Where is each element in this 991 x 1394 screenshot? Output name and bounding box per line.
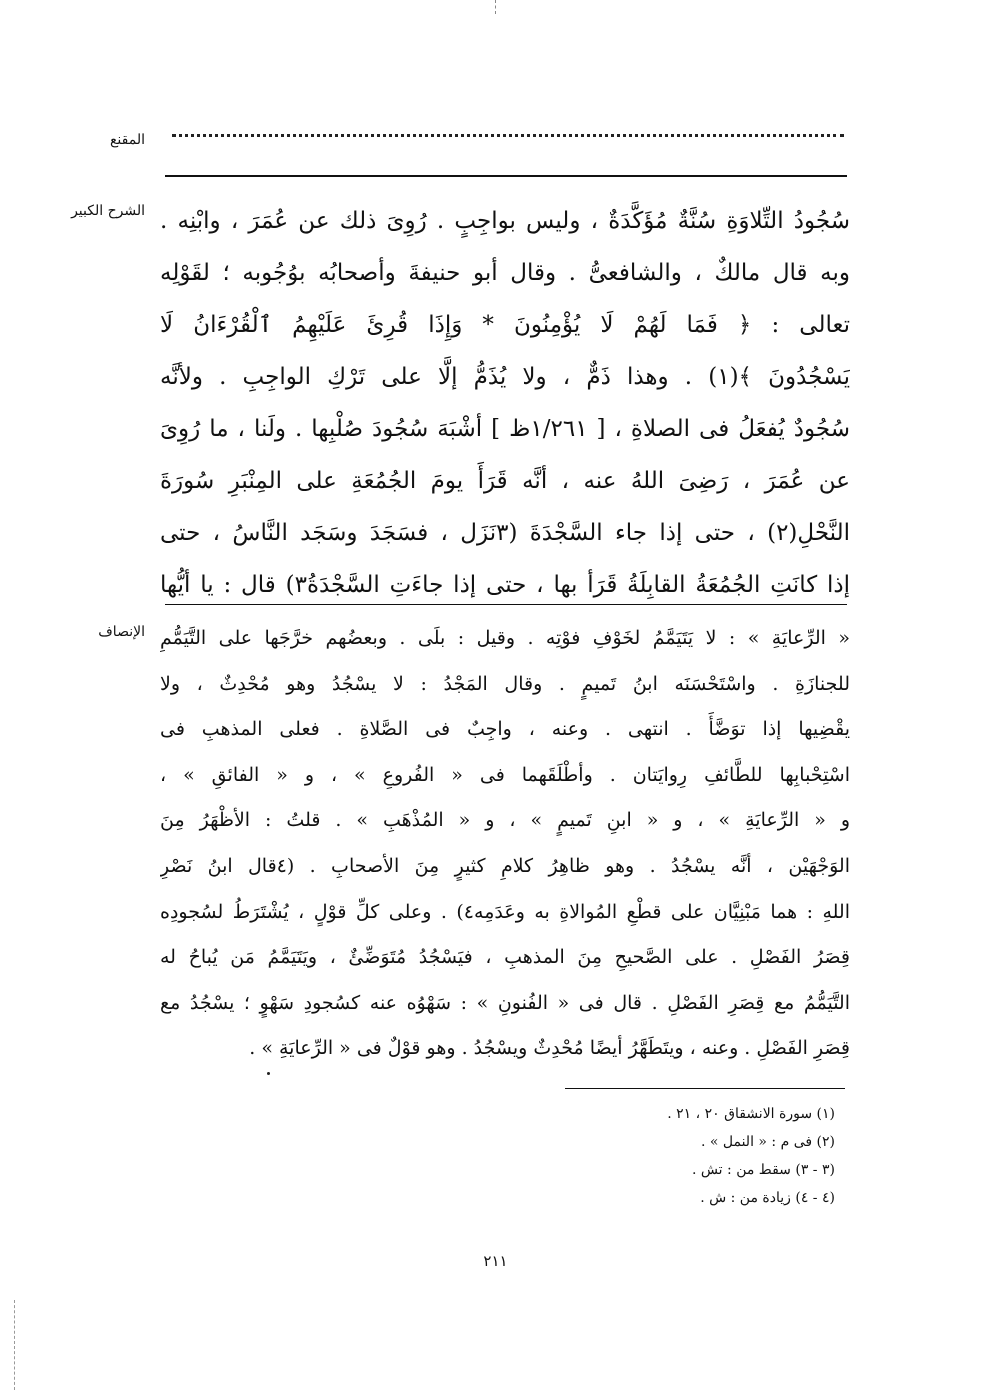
- insaf-line: التَّيَمُّمُ مع قِصَرِ الفَصْلِ . قال فى « الفُنونِ » : سَهْوُه عنه كسُجودِ سَهْوٍ ؛ يسْجُدُ مع: [160, 991, 850, 1014]
- insaf-line: « الرِّعايَةِ » : لا يَتَيَمَّمُ لخَوْفِ فوْتِه . وقيل : بلَى . وبعضُهم خرَّجَها على التَّيَمُّمِ: [160, 627, 850, 649]
- sharh-line: إذا كانَتِ الجُمُعَةُ القابِلَةُ قَرَأ بها ، حتى إذا جاءَتِ السَّجْدَةُ٣) قال : يا أيُّها: [160, 572, 850, 598]
- sharh-line: سُجُودٌ يُفعَلُ فى الصلاةِ ، [ ١/٢٦١ظ ] أشْبَهَ سُجُودَ صُلْبِها . ولَنا ، ما رُوِىَ: [160, 416, 850, 442]
- insaf-line: يقْضِيها إذا توَضَّأَ . انتهى . وعنه ، واجِبٌ فى الصَّلاةِ . فعلى المذهبِ فى: [160, 718, 850, 741]
- page-number: ٢١١: [483, 1252, 508, 1270]
- sharh-line: سُجُودُ التِّلاوَةِ سُنَّةٌ مُؤَكَّدَةٌ ، وليس بواجِبٍ . رُوِىَ ذلك عن عُمَرَ ، وابْنِه .: [160, 208, 850, 234]
- insaf-line: للجنازَةِ . واسْتَحْسَنَه ابنُ تَميمٍ . وقال المَجْدُ : لا يسْجُدُ وهو مُحْدِثٌ ، ولا: [160, 672, 850, 695]
- sharh-text: [160, 195, 850, 611]
- footnotes: [515, 1100, 835, 1212]
- insaf-line: قِصَرُ الفَصْلِ . على الصَّحيحِ مِنَ المذهبِ ، فيَسْجُدُ مُتَوَضِّئٌ ، ويَتَيَمَّمُ مَن يُباحُ له: [160, 946, 850, 969]
- insaf-line: اسْتِحْبابِها للطَّائفِ رِوايَتان . وأطْلَقَهما فى « الفُروعِ » ، و « الفائقِ » ،: [160, 763, 850, 786]
- muqni-dotted-line: [172, 134, 844, 151]
- sharh-line: النَّحْلِ(٢) ، حتى إذا جاء السَّجْدَةَ (٣نَزَل ، فسَجَدَ وسَجَد النَّاسُ ، حتى: [160, 520, 850, 546]
- sharh-label: الشرح الكبير: [71, 203, 145, 219]
- scan-edge: [14, 1300, 16, 1390]
- muqni-label: المقنع: [109, 132, 145, 148]
- insaf-line: الوَجْهَيْن ، أنَّه يسْجُدُ . وهو ظاهِرُ كلامِ كثيرٍ مِنَ الأصحابِ . (٤قال ابنُ نَصْرِ: [160, 854, 850, 877]
- insaf-line: قِصَرِ الفَصْلِ . وعنه ، ويتَطَهَّرُ أيضًا مُحْدِثٌ ويسْجُدُ . وهو قوْلٌ فى « الرِّعايَةِ » .: [249, 1037, 850, 1060]
- sharh-line: يَسْجُدُونَ ﴾(١) . وهذا ذَمٌّ ، ولا يُذَمُّ إلَّا على تَرْكِ الواجِبِ . ولأنَّه: [160, 364, 850, 390]
- insaf-text: [160, 616, 850, 1072]
- footnote: (٣ - ٣) سقط من : تش .: [691, 1162, 835, 1178]
- insaf-label: الإنصاف: [98, 624, 145, 640]
- footnote: (٢) فى م : « النمل » .: [700, 1134, 835, 1150]
- sharh-line: تعالى : ﴿ فَمَا لَهُمْ لَا يُؤْمِنُونَ * وَإِذَا قُرِئَ عَلَيْهِمُ ٱلْقُرْءَانُ لَا: [160, 312, 850, 338]
- section-rule: [165, 604, 847, 605]
- stray-dot: [267, 1072, 270, 1075]
- sharh-line: وبه قال مالكٌ ، والشافعىُّ . وقال أبو حنيفةَ وأصحابُه بوُجُوبه ؛ لقَوْلِه: [160, 260, 850, 286]
- insaf-line: اللهِ : هما مَبْنِيَّان على قطْعِ المُوالاةِ به وعَدَمِه٤) . وعلى كلِّ قوْلٍ ، يُشْتَرَطُ لسُجودِه: [160, 900, 850, 923]
- scan-mark: [495, 0, 497, 14]
- sharh-line: عن عُمَرَ ، رَضِىَ اللهُ عنه ، أنَّه قَرَأَ يومَ الجُمُعَةِ على المِنْبَرِ سُورَةَ: [160, 468, 850, 494]
- footnote: (١) سورة الانشقاق ٢٠ ، ٢١ .: [667, 1106, 835, 1122]
- footnote-rule: [565, 1088, 845, 1089]
- main-rule: [165, 175, 847, 177]
- insaf-line: و « الرِّعايَةِ » ، و « ابنِ تَميمٍ » ، و « المُذْهَبِ » . قلتُ : الأظْهَرُ مِنَ: [160, 809, 850, 832]
- footnote: (٤ - ٤) زيادة من : ش .: [700, 1190, 835, 1206]
